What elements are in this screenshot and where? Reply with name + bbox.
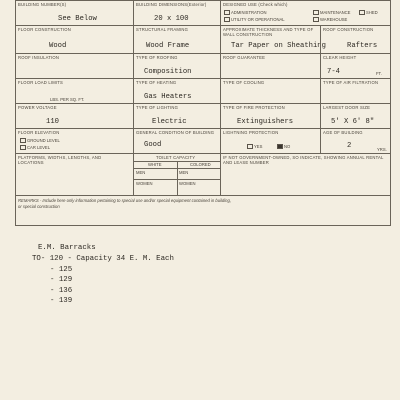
roof-construction-label: ROOF CONSTRUCTION: [323, 27, 374, 32]
toilet-women-colored-label: WOMEN: [179, 181, 196, 186]
toilet-grid-line-3: [134, 179, 221, 180]
floor-elevation-cell: [16, 129, 133, 154]
fire-protection-label: TYPE OF FIRE PROTECTION: [223, 105, 285, 110]
type-of-cooling-label: TYPE OF COOLING: [223, 80, 265, 85]
roof-guarantee-label: ROOF GUARANTEE: [223, 55, 266, 60]
general-condition-value: Good: [144, 141, 162, 149]
general-condition-cell: [133, 129, 220, 154]
lightning-no-checkbox[interactable]: [277, 144, 283, 149]
form-grid: [15, 0, 391, 226]
roof-construction-value: Rafters: [347, 42, 378, 50]
ground-level-label: GROUND LEVEL: [27, 137, 60, 143]
power-voltage-label: POWER VOLTAGE: [18, 105, 57, 110]
age-of-building-label: AGE OF BUILDING: [323, 130, 363, 135]
general-condition-label: GENERAL CONDITION OF BUILDING: [136, 130, 215, 135]
type-of-roofing-value: Composition: [144, 68, 192, 76]
type-of-roofing-cell: [133, 54, 220, 79]
remarks-line-5: - 136: [50, 287, 73, 295]
remarks-line-4: - 129: [50, 276, 73, 284]
lease-cell: [220, 154, 390, 196]
largest-door-value: 5' X 6' 8": [331, 118, 375, 126]
clear-height-label: CLEAR HEIGHT: [323, 55, 357, 60]
clear-height-unit: FT.: [376, 71, 382, 76]
lightning-yes-checkbox[interactable]: [247, 144, 253, 149]
toilet-white-label: WHITE: [148, 162, 162, 167]
building-dimensions-label: BUILDING DIMENSIONS(Exterior): [136, 2, 207, 7]
type-of-roofing-label: TYPE OF ROOFING: [136, 55, 178, 60]
designed-use-label: DESIGNED USE (Check which): [223, 2, 288, 7]
floor-elevation-label: FLOOR ELEVATION: [18, 130, 60, 135]
building-numbers-cell: [16, 1, 133, 26]
floor-load-unit: LBS. PER SQ. FT.: [50, 97, 85, 102]
car-level-label: CAR LEVEL: [27, 144, 51, 150]
building-dimensions-cell: [133, 1, 220, 26]
remarks-line-1: E.M. Barracks: [38, 244, 96, 252]
row-1: [16, 0, 390, 26]
row-6: [16, 128, 390, 154]
type-of-lighting-value: Electric: [152, 118, 187, 126]
platforms-cell: [16, 154, 133, 196]
floor-load-label: FLOOR LOAD LIMITS: [18, 80, 64, 85]
building-numbers-value: See Below: [58, 15, 97, 23]
maintenance-label: MAINTENANCE: [320, 9, 351, 15]
age-of-building-cell: [320, 129, 390, 154]
air-filtration-cell: [320, 79, 390, 104]
lightning-no-label: NO: [284, 143, 291, 149]
wall-construction-label: APPROXIMATE THICKNESS AND TYPE OF WALL CONSTRUCTION: [223, 27, 314, 37]
roof-construction-cell: [320, 26, 390, 54]
roof-insulation-label: ROOF INSULATION: [18, 55, 60, 60]
fire-protection-cell: [220, 104, 320, 129]
structural-framing-value: Wood Frame: [146, 42, 190, 50]
wall-construction-cell: [220, 26, 326, 54]
wall-construction-value: Tar Paper on Sheathing: [231, 42, 326, 50]
lease-label: IF NOT GOVERNMENT-OWNED, SO INDICATE, SHOWING ANNUAL RENTAL AND LEASE NUMBER: [223, 155, 384, 165]
administration-label: ADMINISTRATION: [231, 9, 267, 15]
toilet-capacity-label: TOILET CAPACITY: [156, 155, 196, 160]
car-level-checkbox[interactable]: [20, 145, 26, 150]
floor-construction-label: FLOOR CONSTRUCTION: [18, 27, 71, 32]
floor-construction-cell: [16, 26, 133, 54]
type-of-heating-value: Gas Heaters: [144, 93, 192, 101]
row-5: [16, 103, 390, 129]
toilet-men-white-label: MEN: [136, 170, 146, 175]
remarks-line-3: - 125: [50, 266, 73, 274]
lightning-protection-label: LIGHTNING PROTECTION: [223, 130, 279, 135]
warehouse-checkbox[interactable]: [313, 17, 319, 22]
structural-framing-cell: [133, 26, 220, 54]
clear-height-cell: [320, 54, 390, 79]
remarks-line-2: TO- 120 - Capacity 34 E. M. Each: [32, 255, 174, 263]
type-of-heating-label: TYPE OF HEATING: [136, 80, 177, 85]
toilet-women-white-label: WOMEN: [136, 181, 153, 186]
roof-guarantee-cell: [220, 54, 320, 79]
air-filtration-label: TYPE OF AIR FILTRATION: [323, 80, 379, 85]
row-7: [16, 153, 390, 196]
lightning-protection-cell: [220, 129, 320, 154]
power-voltage-cell: [16, 104, 133, 129]
maintenance-checkbox[interactable]: [313, 10, 319, 15]
type-of-lighting-label: TYPE OF LIGHTING: [136, 105, 179, 110]
building-dimensions-value: 20 x 100: [154, 15, 189, 23]
shed-label: SHED: [366, 9, 378, 15]
fire-protection-value: Extinguishers: [237, 118, 294, 126]
ground-level-checkbox[interactable]: [20, 138, 26, 143]
row-2: [16, 25, 390, 54]
structural-framing-label: STRUCTURAL FRAMING: [136, 27, 189, 32]
utility-label: UTILITY OR OPERATIONAL: [231, 16, 285, 22]
shed-checkbox[interactable]: [359, 10, 365, 15]
remarks-line-6: - 139: [50, 297, 73, 305]
remarks-label-continued: or special construction: [18, 204, 60, 209]
roof-insulation-cell: [16, 54, 133, 79]
lightning-yes-label: YES: [254, 143, 263, 149]
type-of-lighting-cell: [133, 104, 220, 129]
platforms-label: PLATFORMS, WIDTHS, LENGTHS, AND LOCATIONS: [18, 155, 102, 165]
type-of-heating-cell: [133, 79, 220, 104]
administration-checkbox[interactable]: [224, 10, 230, 15]
designed-use-cell: [220, 1, 390, 26]
remarks-label: REMARKS - Include here only information pertaining to special use and/or special equipment contained in building,: [18, 198, 231, 203]
age-of-building-value: 2: [347, 142, 352, 150]
utility-checkbox[interactable]: [224, 17, 230, 22]
largest-door-cell: [320, 104, 390, 129]
building-numbers-label: BUILDING NUMBER(S): [18, 2, 67, 7]
floor-construction-value: Wood: [49, 42, 67, 50]
warehouse-label: WAREHOUSE: [320, 16, 348, 22]
toilet-capacity-cell: [133, 154, 220, 196]
power-voltage-value: 110: [46, 118, 59, 126]
largest-door-label: LARGEST DOOR SIZE: [323, 105, 371, 110]
age-of-building-unit: YRS.: [377, 147, 387, 152]
floor-load-cell: [16, 79, 133, 104]
clear-height-value: 7-4: [327, 68, 340, 76]
row-4: [16, 78, 390, 104]
toilet-colored-label: COLORED: [190, 162, 211, 167]
type-of-cooling-cell: [220, 79, 320, 104]
toilet-men-colored-label: MEN: [179, 170, 189, 175]
row-3: [16, 53, 390, 79]
